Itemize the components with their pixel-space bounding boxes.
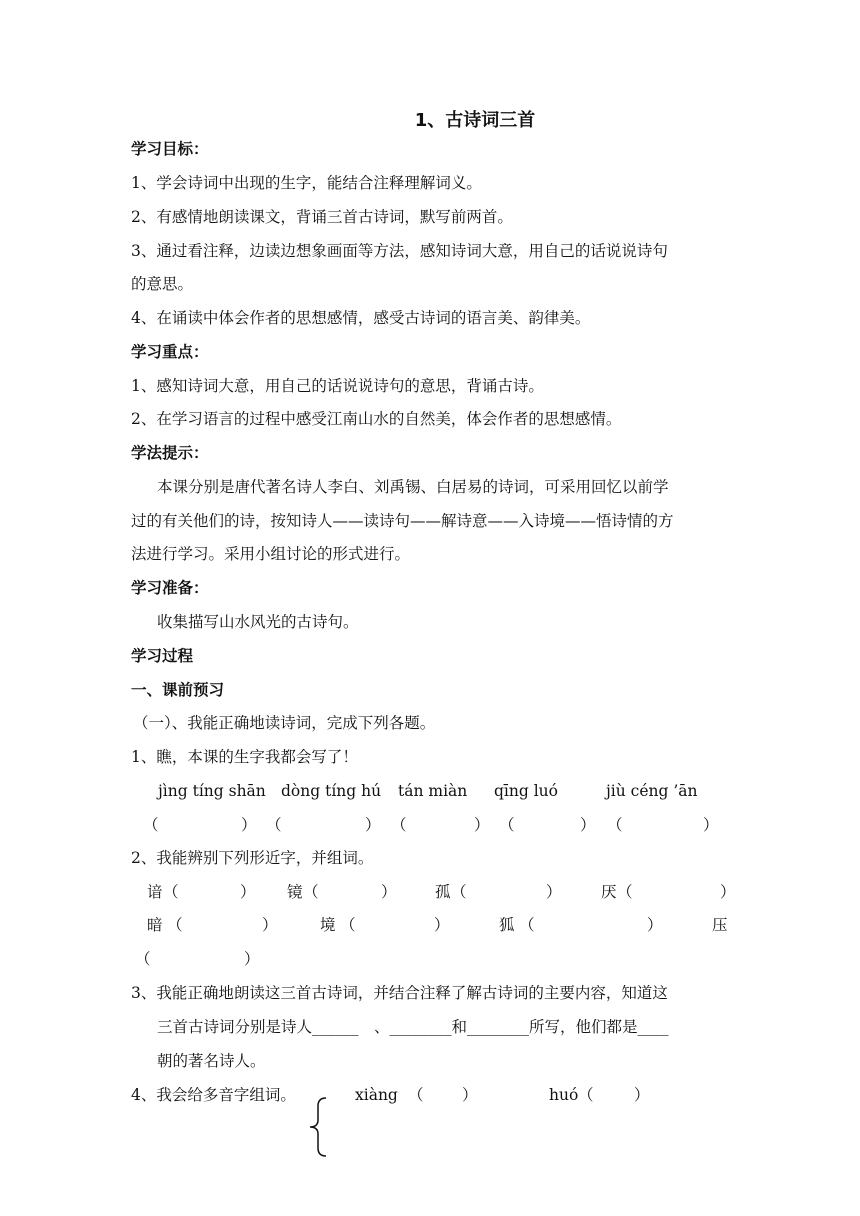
page-title: 1、古诗词三首 bbox=[414, 110, 536, 131]
question-4: 4、我会给多音字组词。 bbox=[131, 1086, 296, 1104]
similar-char: 境 bbox=[320, 916, 336, 934]
pinyin: jiù céng ’ān bbox=[606, 782, 698, 800]
objective-item: 2、有感情地朗读课文，背诵三首古诗词，默写前两首。 bbox=[131, 208, 513, 226]
similar-char: 狐 bbox=[499, 916, 515, 934]
pinyin: dòng tíng hú bbox=[281, 782, 382, 800]
similar-char: 孤 bbox=[435, 883, 451, 901]
blank-open: （ bbox=[391, 816, 407, 834]
objective-item: 1、学会诗词中出现的生字，能结合注释理解词义。 bbox=[131, 174, 482, 192]
pinyin: jìng tíng shān bbox=[158, 782, 266, 800]
polyphone-pinyin: huó bbox=[549, 1086, 579, 1104]
blank-close: ） bbox=[241, 816, 257, 834]
objective-item: 4、在诵读中体会作者的思想感情，感受古诗词的语言美、韵律美。 bbox=[131, 309, 591, 327]
similar-char: 镜 bbox=[287, 883, 303, 901]
method-tips-heading: 学法提示： bbox=[131, 444, 209, 462]
objectives-heading: 学习目标： bbox=[131, 140, 209, 158]
key-point-item: 2、在学习语言的过程中感受江南山水的自然美，体会作者的思想感情。 bbox=[131, 410, 622, 428]
key-points-heading: 学习重点： bbox=[131, 343, 209, 361]
pinyin: tán miàn bbox=[398, 782, 468, 800]
blank-close: ） bbox=[580, 816, 596, 834]
blank-open: （ bbox=[266, 816, 282, 834]
objective-item: 3、通过看注释，边读边想象画面等方法，感知诗词大意，用自己的话说说诗句 bbox=[131, 242, 668, 260]
similar-char: 压 bbox=[712, 916, 728, 934]
method-tips-text: 过的有关他们的诗，按知诗人——读诗句——解诗意——入诗境——悟诗情的方 bbox=[131, 512, 674, 530]
question-1: 1、瞧，本课的生字我都会写了！ bbox=[131, 748, 358, 766]
brace-icon bbox=[306, 1096, 330, 1158]
blank-close: ） bbox=[703, 816, 719, 834]
question-3: 朝的著名诗人。 bbox=[157, 1052, 266, 1070]
process-heading: 学习过程 bbox=[131, 647, 194, 665]
pinyin: qīng luó bbox=[494, 782, 558, 800]
similar-char: 谙 bbox=[147, 883, 163, 901]
method-tips-text: 法进行学习。采用小组讨论的形式进行。 bbox=[131, 545, 411, 563]
blank-open: （ bbox=[499, 816, 515, 834]
blank-open: （ bbox=[607, 816, 623, 834]
preparation-heading: 学习准备： bbox=[131, 579, 209, 597]
blank-close: ） bbox=[474, 816, 490, 834]
section-heading: 一、课前预习 bbox=[131, 681, 225, 699]
question-2: 2、我能辨别下列形近字，并组词。 bbox=[131, 849, 374, 867]
polyphone-pinyin: xiàng bbox=[355, 1086, 398, 1104]
question-3: 三首古诗词分别是诗人______ 、________和________所写，他们都是____ bbox=[157, 1018, 669, 1036]
similar-char: 厌 bbox=[601, 883, 617, 901]
similar-char: 暗 bbox=[147, 916, 163, 934]
subsection-heading: （一）、我能正确地读诗词，完成下列各题。 bbox=[133, 714, 436, 732]
preparation-text: 收集描写山水风光的古诗句。 bbox=[157, 613, 359, 631]
key-point-item: 1、感知诗词大意，用自己的话说说诗句的意思，背诵古诗。 bbox=[131, 377, 544, 395]
blank-open: （ bbox=[143, 816, 159, 834]
question-3: 3、我能正确地朗读这三首古诗词，并结合注释了解古诗词的主要内容，知道这 bbox=[131, 984, 668, 1002]
objective-item: 的意思。 bbox=[131, 275, 194, 293]
method-tips-text: 本课分别是唐代著名诗人李白、刘禹锡、白居易的诗词，可采用回忆以前学 bbox=[157, 478, 669, 496]
blank-close: ） bbox=[365, 816, 381, 834]
